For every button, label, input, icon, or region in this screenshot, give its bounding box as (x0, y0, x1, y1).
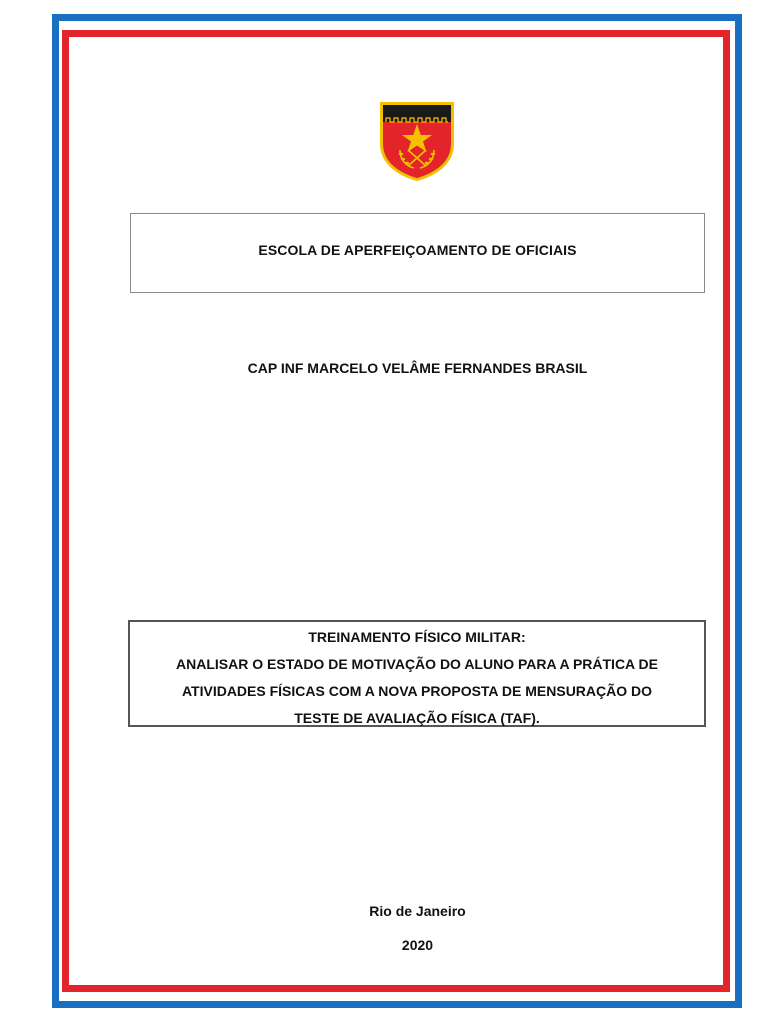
thesis-title-box (128, 620, 706, 727)
thesis-title-line: TESTE DE AVALIAÇÃO FÍSICA (TAF). (294, 710, 540, 726)
school-name-box (130, 213, 705, 293)
thesis-title-line: TREINAMENTO FÍSICO MILITAR: (308, 629, 526, 645)
military-coat-of-arms-icon (378, 100, 456, 182)
thesis-title (130, 624, 704, 732)
thesis-title-line: ANALISAR O ESTADO DE MOTIVAÇÃO DO ALUNO PARA A PRÁTICA DE (176, 656, 658, 672)
year: 2020 (401, 937, 434, 953)
thesis-title-line: ATIVIDADES FÍSICAS COM A NOVA PROPOSTA DE MENSURAÇÃO DO (181, 683, 653, 699)
author-name: CAP INF MARCELO VELÂME FERNANDES BRASIL (247, 360, 588, 376)
city: Rio de Janeiro (369, 903, 466, 919)
school-name: ESCOLA DE APERFEIÇOAMENTO DE OFICIAIS (258, 242, 577, 258)
